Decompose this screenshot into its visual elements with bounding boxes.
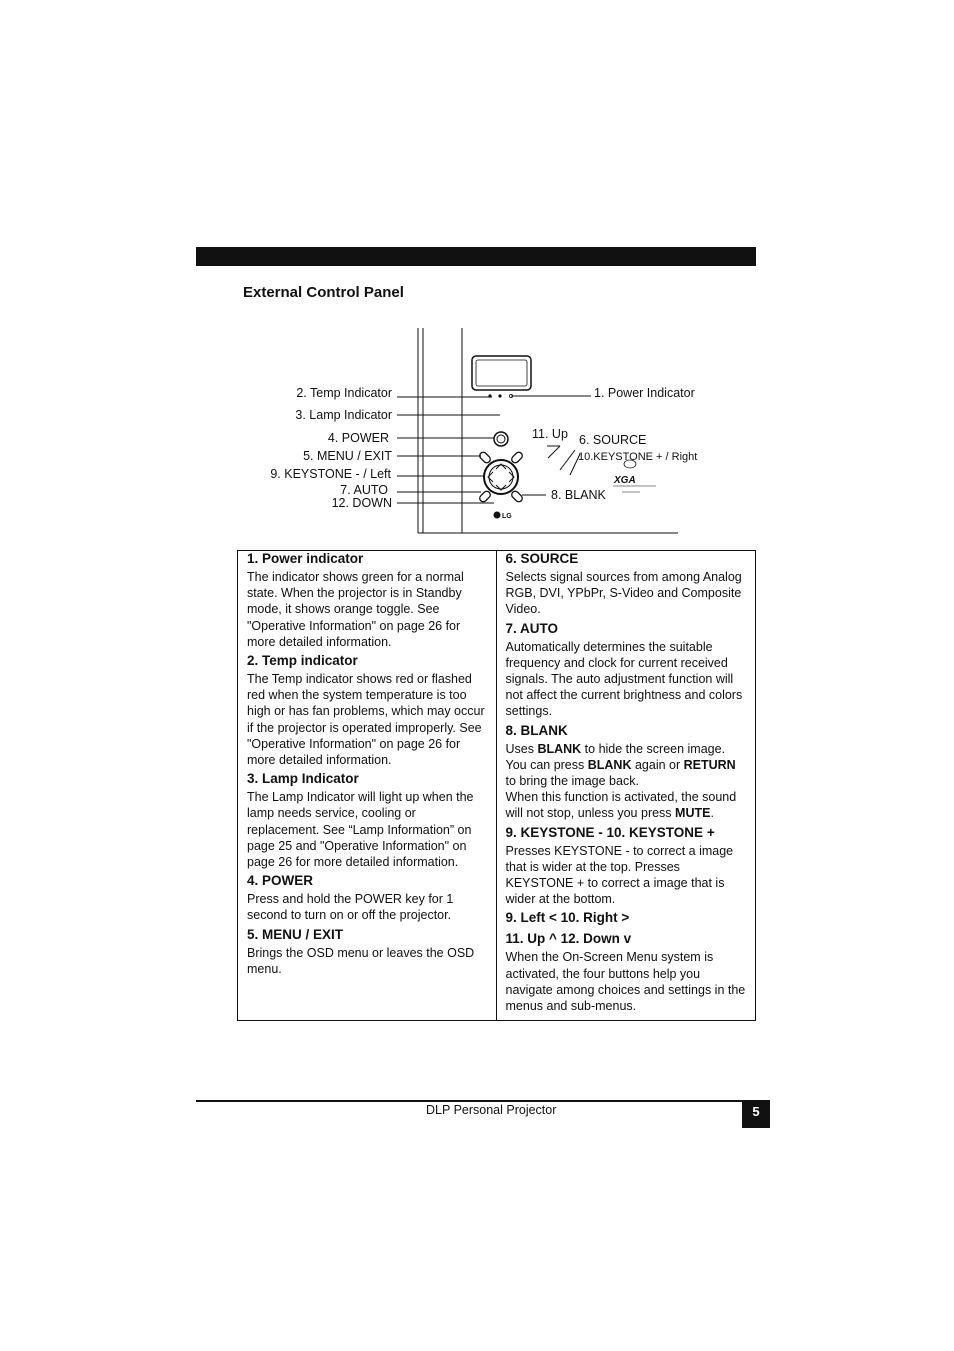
item-heading: 2. Temp indicator: [247, 653, 358, 669]
lamp-led: [498, 394, 501, 397]
callout-up: 11. Up: [532, 427, 568, 441]
key-label: BLANK: [587, 757, 632, 772]
control-panel-diagram: [230, 320, 710, 540]
callout-source: 6. SOURCE: [579, 433, 647, 447]
item-heading: 9. Left < 10. Right >: [505, 910, 630, 926]
item-text: Brings the OSD menu or leaves the OSD menu.: [247, 945, 475, 976]
item-text: [506, 741, 747, 822]
item-temp-indicator: [247, 653, 487, 768]
text-run: When this function is activated, the sound will not stop, unless you press: [505, 790, 737, 821]
description-table: [237, 550, 756, 1021]
item-text: The Temp indicator shows red or flashed red when the system temperature is too high or has fan problems, which may occur if the projector is operated improperly. See "Operative Information" on page 26 for more detailed information.: [247, 672, 485, 768]
item-power-indicator: [247, 551, 487, 650]
description-column-left: [238, 551, 497, 1020]
item-lamp-indicator: [247, 771, 487, 870]
header-bar: [196, 247, 756, 266]
item-text: Press and hold the POWER key for 1 second to turn on or off the projector.: [247, 892, 454, 923]
callout-auto: 7. AUTO: [340, 483, 388, 497]
item-heading: 8. BLANK: [505, 722, 568, 738]
item-heading: 6. SOURCE: [505, 551, 579, 566]
text-run: .: [710, 806, 714, 821]
item-text: Automatically determines the suitable frequency and clock for current received signals. The auto adjustment function will not affect the current brightness and colors settings.: [505, 639, 743, 719]
item-heading: 5. MENU / EXIT: [247, 926, 344, 942]
text-run: again or: [631, 757, 684, 772]
source-button[interactable]: [510, 451, 523, 464]
callout-keystone-right: 10.KEYSTONE + / Right: [578, 451, 698, 463]
item-heading: 7. AUTO: [505, 620, 559, 636]
power-button[interactable]: [494, 432, 508, 446]
item-text: When the On-Screen Menu system is activated, the four buttons help you navigate among choices and settings in the menus and sub-menus.: [505, 950, 746, 1014]
item-heading: 3. Lamp Indicator: [247, 771, 359, 787]
section-title: External Control Panel: [243, 284, 404, 301]
lg-logo-icon: [494, 512, 501, 519]
text-run: to bring the image back.: [505, 774, 639, 789]
item-heading: 1. Power indicator: [247, 551, 364, 566]
callout-temp-indicator: 2. Temp Indicator: [296, 386, 392, 400]
item-heading: 4. POWER: [247, 873, 314, 889]
item-source: [506, 551, 747, 618]
brand-label: LG: [502, 513, 512, 520]
item-left-right: [506, 910, 747, 926]
menu-button[interactable]: [478, 451, 491, 464]
key-label: RETURN: [683, 757, 736, 772]
footer-title: DLP Personal Projector: [426, 1103, 557, 1117]
blank-button[interactable]: [510, 490, 523, 503]
key-label: BLANK: [537, 741, 582, 756]
text-run: Uses: [505, 741, 538, 756]
footer-rule: [196, 1100, 770, 1102]
indicator-window: [472, 356, 531, 390]
item-text: The indicator shows green for a normal state. When the projector is in Standby mode, it shows orange toggle. See "Operative Information" on page 26 for more detailed information.: [247, 570, 464, 649]
callout-blank: 8. BLANK: [551, 488, 606, 502]
callout-power: 4. POWER: [327, 431, 389, 445]
callout-power-indicator: 1. Power Indicator: [594, 386, 695, 400]
item-up-down: [506, 931, 747, 1014]
text-run: to hide the screen image. You can press: [505, 741, 726, 772]
callout-keystone-left: 9. KEYSTONE - / Left: [270, 467, 391, 481]
item-text: Selects signal sources from among Analog RGB, DVI, YPbPr, S-Video and Composite Video.: [505, 570, 742, 617]
item-text: Presses KEYSTONE - to correct a image that is wider at the top. Presses KEYSTONE + to correct a image that is wider at the bottom.: [505, 843, 734, 907]
callout-lamp-indicator: 3. Lamp Indicator: [295, 408, 392, 422]
item-blank: [506, 723, 747, 822]
item-menu-exit: [247, 927, 487, 977]
page-number: 5: [742, 1101, 770, 1128]
callout-down: 12. DOWN: [331, 496, 392, 510]
item-keystone: [506, 825, 747, 908]
item-heading: 11. Up ^ 12. Down v: [505, 931, 632, 947]
xga-logo: XGA: [614, 475, 636, 486]
item-auto: [506, 621, 747, 720]
callout-menu-exit: 5. MENU / EXIT: [303, 449, 392, 463]
item-heading: 9. KEYSTONE - 10. KEYSTONE +: [505, 824, 715, 840]
key-label: MUTE: [675, 806, 711, 821]
item-text: The Lamp Indicator will light up when the lamp needs service, cooling or replacement. See “Lamp Information” on page 25 and "Operative Information" on page 26 for more detailed information.: [247, 790, 474, 870]
item-power: [247, 873, 487, 923]
description-column-right: [497, 551, 756, 1020]
